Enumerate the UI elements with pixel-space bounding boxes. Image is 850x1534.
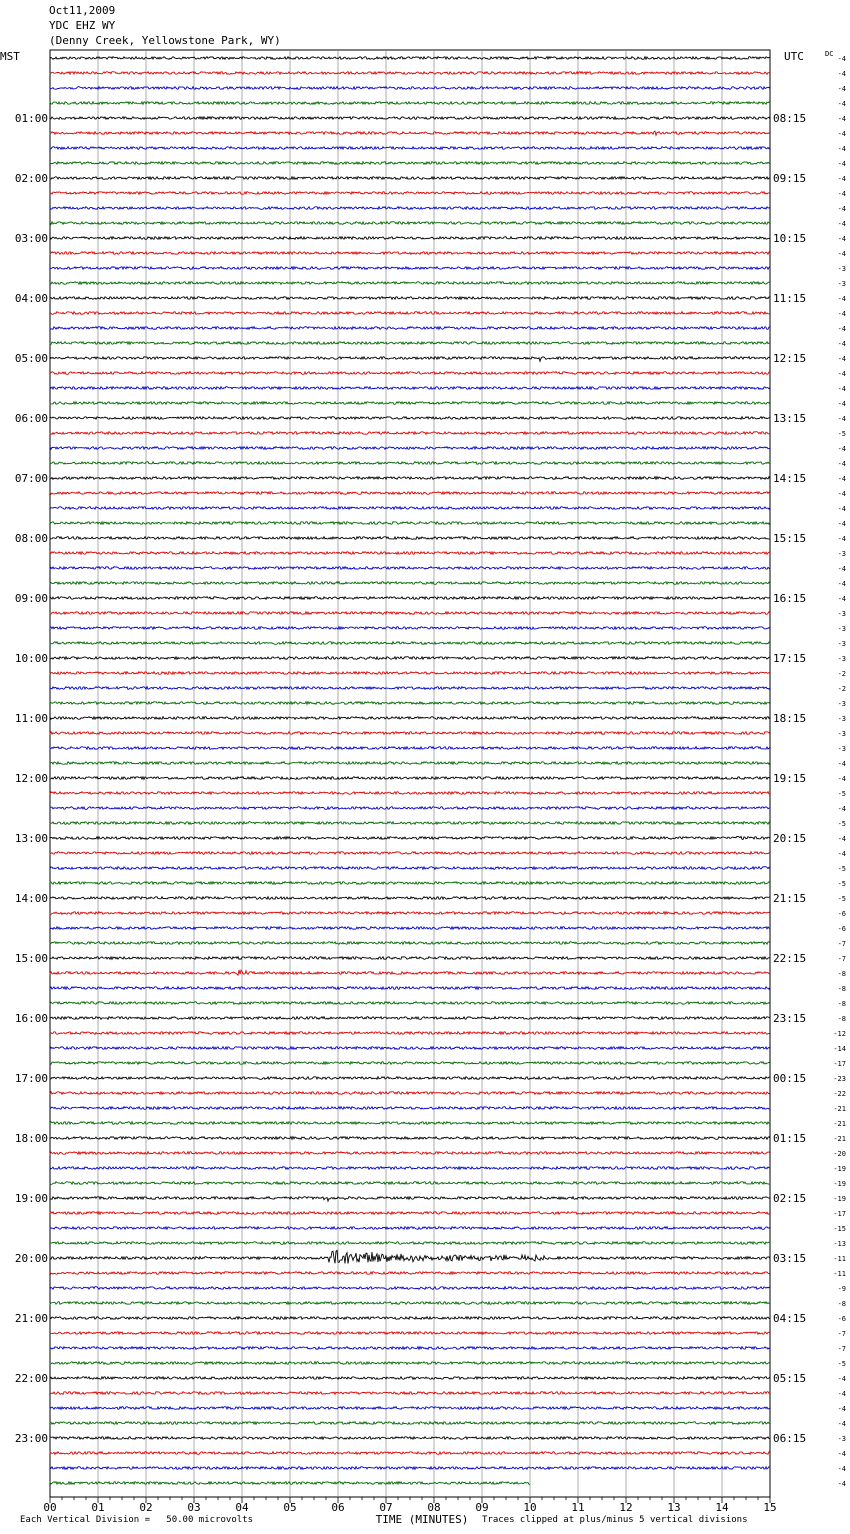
dc-offset-label: -3 <box>837 745 846 753</box>
trace-row <box>50 492 770 495</box>
dc-offset-label: -5 <box>837 790 846 798</box>
trace-row <box>50 1167 770 1170</box>
mst-hour-label: 03:00 <box>14 232 48 245</box>
trace-row <box>50 282 770 285</box>
dc-offset-label: -4 <box>837 85 846 93</box>
trace-row <box>50 1002 770 1005</box>
dc-offset-label: -4 <box>837 325 846 333</box>
dc-offset-label: -11 <box>833 1270 846 1278</box>
trace-row <box>50 792 770 795</box>
dc-offset-label: -3 <box>837 655 846 663</box>
utc-hour-label: 05:15 <box>773 1372 807 1385</box>
trace-row <box>50 117 770 120</box>
mst-hour-label: 01:00 <box>14 112 48 125</box>
dc-offset-label: -4 <box>837 70 846 78</box>
dc-offset-label: -19 <box>833 1195 846 1203</box>
dc-offset-label: -8 <box>837 985 846 993</box>
trace-row <box>50 87 770 90</box>
mst-hour-label: 06:00 <box>14 412 48 425</box>
trace-row <box>50 897 770 900</box>
dc-offset-label: -4 <box>837 100 846 108</box>
x-tick-label: 08 <box>427 1501 441 1514</box>
trace-row <box>50 1422 770 1425</box>
dc-offset-label: -4 <box>837 1450 846 1458</box>
mst-hour-label: 14:00 <box>14 892 48 905</box>
utc-hour-label: 17:15 <box>773 652 807 665</box>
mst-hour-label: 08:00 <box>14 532 48 545</box>
mst-hour-label: 09:00 <box>14 592 48 605</box>
trace-row <box>50 1317 770 1320</box>
utc-hour-label: 14:15 <box>773 472 807 485</box>
dc-offset-label: -4 <box>837 565 846 573</box>
utc-hour-label: 00:15 <box>773 1072 807 1085</box>
dc-offset-label: -17 <box>833 1060 846 1068</box>
trace-row <box>50 612 770 615</box>
utc-hour-label: 19:15 <box>773 772 807 785</box>
trace-row <box>50 1377 770 1380</box>
dc-offset-label: -4 <box>837 115 846 123</box>
mst-hour-label: 11:00 <box>14 712 48 725</box>
mst-hour-label: 20:00 <box>14 1252 48 1265</box>
dc-offset-label: -7 <box>837 1345 846 1353</box>
trace-row <box>50 537 770 540</box>
dc-offset-label: -4 <box>837 355 846 363</box>
utc-hour-label: 02:15 <box>773 1192 807 1205</box>
x-tick-label: 09 <box>475 1501 489 1514</box>
utc-hour-label: 21:15 <box>773 892 807 905</box>
dc-offset-label: -3 <box>837 715 846 723</box>
dc-offset-label: -4 <box>837 520 846 528</box>
trace-row <box>50 1392 770 1395</box>
trace-row <box>50 1062 770 1065</box>
utc-hour-label: 18:15 <box>773 712 807 725</box>
mst-hour-label: 17:00 <box>14 1072 48 1085</box>
utc-hour-label: 15:15 <box>773 532 807 545</box>
dc-offset-label: -4 <box>837 1390 846 1398</box>
dc-offset-label: -3 <box>837 610 846 618</box>
trace-row <box>50 252 770 255</box>
dc-offset-label: -4 <box>837 850 846 858</box>
trace-row <box>50 1407 770 1410</box>
mst-hour-label: 10:00 <box>14 652 48 665</box>
dc-offset-label: -4 <box>837 535 846 543</box>
trace-row <box>50 1077 770 1080</box>
utc-hour-label: 06:15 <box>773 1432 807 1445</box>
dc-offset-label: -6 <box>837 1315 846 1323</box>
trace-row <box>50 507 770 510</box>
trace-row <box>50 1437 770 1440</box>
dc-offset-label: -3 <box>837 550 846 558</box>
dc-offset-label: -7 <box>837 940 846 948</box>
dc-offset-label: -4 <box>837 835 846 843</box>
trace-row <box>50 672 770 675</box>
trace-row <box>50 927 770 930</box>
dc-offset-label: -4 <box>837 1375 846 1383</box>
mst-hour-label: 16:00 <box>14 1012 48 1025</box>
trace-row <box>50 1242 770 1245</box>
trace-row <box>50 836 770 839</box>
trace-row <box>50 1017 770 1020</box>
trace-row <box>50 1152 770 1155</box>
dc-offset-label: -6 <box>837 910 846 918</box>
trace-row <box>50 237 770 240</box>
dc-offset-label: -5 <box>837 1360 846 1368</box>
dc-offset-label: -4 <box>837 370 846 378</box>
utc-hour-label: 09:15 <box>773 172 807 185</box>
trace-row <box>50 777 770 780</box>
trace-row <box>50 567 770 570</box>
x-tick-label: 12 <box>619 1501 633 1514</box>
utc-axis-label: UTC <box>784 50 804 63</box>
trace-row <box>50 102 770 105</box>
trace-row <box>50 342 770 345</box>
dc-offset-label: -4 <box>837 475 846 483</box>
trace-row <box>50 357 770 362</box>
trace-row <box>50 147 770 150</box>
dc-offset-label: -8 <box>837 1300 846 1308</box>
trace-row <box>50 522 770 525</box>
dc-offset-label: -4 <box>837 340 846 348</box>
trace-row <box>50 762 770 765</box>
trace-row <box>50 432 770 435</box>
trace-row <box>50 987 770 990</box>
mst-hour-label: 22:00 <box>14 1372 48 1385</box>
dc-offset-label: -3 <box>837 700 846 708</box>
dc-offset-label: -3 <box>837 625 846 633</box>
trace-row <box>50 642 770 645</box>
dc-offset-label: -3 <box>837 640 846 648</box>
x-tick-label: 02 <box>139 1501 153 1514</box>
x-tick-label: 01 <box>91 1501 105 1514</box>
dc-offset-label: -5 <box>837 430 846 438</box>
dc-offset-label: -2 <box>837 685 846 693</box>
clip-note: Traces clipped at plus/minus 5 vertical divisions <box>482 1515 748 1525</box>
dc-offset-label: -19 <box>833 1180 846 1188</box>
dc-offset-label: -4 <box>837 400 846 408</box>
trace-row <box>50 657 770 660</box>
dc-offset-label: -6 <box>837 925 846 933</box>
dc-offset-label: -5 <box>837 820 846 828</box>
trace-row <box>50 312 770 315</box>
utc-hour-label: 20:15 <box>773 832 807 845</box>
dc-offset-label: -4 <box>837 235 846 243</box>
dc-offset-label: -4 <box>837 205 846 213</box>
x-tick-label: 15 <box>763 1501 777 1514</box>
dc-offset-label: -11 <box>833 1255 846 1263</box>
mst-hour-label: 15:00 <box>14 952 48 965</box>
utc-hour-label: 13:15 <box>773 412 807 425</box>
chart-title-date: Oct11,2009 <box>49 4 116 17</box>
utc-hour-label: 23:15 <box>773 1012 807 1025</box>
trace-row <box>50 852 770 855</box>
x-tick-label: 14 <box>715 1501 729 1514</box>
utc-hour-label: 01:15 <box>773 1132 807 1145</box>
trace-row <box>50 597 770 600</box>
dc-offset-label: -8 <box>837 1000 846 1008</box>
trace-row <box>50 1362 770 1365</box>
dc-offset-label: -4 <box>837 490 846 498</box>
trace-row <box>50 1272 770 1275</box>
mst-hour-label: 12:00 <box>14 772 48 785</box>
dc-offset-label: -7 <box>837 955 846 963</box>
trace-row <box>50 131 770 135</box>
trace-row <box>50 1302 770 1305</box>
dc-offset-label: -4 <box>837 805 846 813</box>
trace-row <box>50 867 770 870</box>
dc-offset-label: -4 <box>837 760 846 768</box>
dc-offset-label: -4 <box>837 1405 846 1413</box>
trace-row <box>50 72 770 75</box>
trace-row <box>50 717 770 720</box>
utc-hour-label: 03:15 <box>773 1252 807 1265</box>
trace-row <box>50 1137 770 1140</box>
trace-row <box>50 747 770 750</box>
dc-offset-label: -4 <box>837 1465 846 1473</box>
dc-offset-label: -4 <box>837 1480 846 1488</box>
trace-row <box>50 1227 770 1230</box>
dc-offset-label: -4 <box>837 190 846 198</box>
trace-row <box>50 957 770 960</box>
dc-offset-label: -19 <box>833 1165 846 1173</box>
trace-row <box>50 1467 770 1470</box>
trace-row <box>50 1092 770 1095</box>
dc-offset-label: -3 <box>837 280 846 288</box>
trace-row <box>50 1047 770 1050</box>
dc-offset-label: -4 <box>837 505 846 513</box>
dc-offset-label: -3 <box>837 730 846 738</box>
dc-offset-label: -23 <box>833 1075 846 1083</box>
trace-row <box>50 1250 770 1263</box>
dc-offset-label: -13 <box>833 1240 846 1248</box>
dc-offset-label: -4 <box>837 175 846 183</box>
dc-offset-label: -12 <box>833 1030 846 1038</box>
trace-row <box>50 387 770 390</box>
mst-hour-label: 23:00 <box>14 1432 48 1445</box>
x-axis-label: TIME (MINUTES) <box>375 1513 469 1526</box>
dc-offset-label: -4 <box>837 595 846 603</box>
x-tick-label: 11 <box>571 1501 585 1514</box>
trace-row <box>50 1107 770 1110</box>
dc-offset-label: -3 <box>837 1435 846 1443</box>
dc-offset-label: -21 <box>833 1120 846 1128</box>
trace-row <box>50 372 770 375</box>
dc-offset-label: -4 <box>837 1420 846 1428</box>
trace-row <box>50 882 770 885</box>
trace-row <box>50 462 770 465</box>
trace-row <box>50 942 770 945</box>
dc-offset-label: -21 <box>833 1135 846 1143</box>
x-tick-label: 00 <box>43 1501 57 1514</box>
utc-hour-label: 12:15 <box>773 352 807 365</box>
mst-hour-label: 19:00 <box>14 1192 48 1205</box>
trace-row <box>50 477 770 480</box>
dc-offset-label: -7 <box>837 1330 846 1338</box>
trace-row <box>50 1197 770 1202</box>
trace-row <box>50 1287 770 1290</box>
dc-offset-label: -5 <box>837 865 846 873</box>
trace-row <box>50 57 770 60</box>
dc-offset-label: -17 <box>833 1210 846 1218</box>
dc-offset-label: -14 <box>833 1045 846 1053</box>
x-tick-label: 04 <box>235 1501 249 1514</box>
trace-row <box>50 267 770 270</box>
utc-hour-label: 08:15 <box>773 112 807 125</box>
trace-row <box>50 912 770 915</box>
dc-offset-label: -4 <box>837 385 846 393</box>
trace-row <box>50 1182 770 1185</box>
dc-offset-label: -9 <box>837 1285 846 1293</box>
x-tick-label: 07 <box>379 1501 393 1514</box>
trace-row <box>50 970 770 975</box>
trace-row <box>50 582 770 585</box>
dc-label: DC <box>825 50 834 58</box>
dc-offset-label: -21 <box>833 1105 846 1113</box>
trace-row <box>50 1122 770 1125</box>
trace-row <box>50 627 770 630</box>
dc-offset-label: -4 <box>837 775 846 783</box>
x-tick-label: 05 <box>283 1501 297 1514</box>
dc-offset-label: -8 <box>837 1015 846 1023</box>
mst-axis-label: MST <box>0 50 20 63</box>
x-tick-label: 13 <box>667 1501 681 1514</box>
mst-hour-label: 02:00 <box>14 172 48 185</box>
trace-row <box>50 1452 770 1455</box>
x-tick-label: 10 <box>523 1501 537 1514</box>
utc-hour-label: 04:15 <box>773 1312 807 1325</box>
trace-row <box>50 327 770 330</box>
plot-frame <box>50 50 770 1497</box>
dc-offset-label: -5 <box>837 880 846 888</box>
dc-offset-label: -4 <box>837 415 846 423</box>
trace-row <box>50 222 770 225</box>
mst-hour-label: 21:00 <box>14 1312 48 1325</box>
mst-hour-label: 04:00 <box>14 292 48 305</box>
dc-offset-label: -4 <box>837 295 846 303</box>
chart-title-station: YDC EHZ WY <box>49 19 116 32</box>
dc-offset-label: -15 <box>833 1225 846 1233</box>
trace-row <box>50 1032 770 1035</box>
dc-offset-label: -4 <box>837 310 846 318</box>
x-tick-label: 06 <box>331 1501 345 1514</box>
trace-row <box>50 207 770 210</box>
dc-offset-label: -22 <box>833 1090 846 1098</box>
trace-row <box>50 822 770 825</box>
utc-hour-label: 10:15 <box>773 232 807 245</box>
mst-hour-label: 13:00 <box>14 832 48 845</box>
dc-offset-label: -3 <box>837 265 846 273</box>
trace-row <box>50 297 770 300</box>
dc-offset-label: -4 <box>837 445 846 453</box>
dc-offset-label: -4 <box>837 580 846 588</box>
dc-offset-label: -20 <box>833 1150 846 1158</box>
dc-offset-label: -4 <box>837 55 846 63</box>
dc-offset-label: -4 <box>837 130 846 138</box>
trace-row <box>50 552 770 555</box>
mst-hour-label: 18:00 <box>14 1132 48 1145</box>
utc-hour-label: 22:15 <box>773 952 807 965</box>
dc-offset-label: -4 <box>837 160 846 168</box>
trace-row <box>50 417 770 420</box>
mst-hour-label: 07:00 <box>14 472 48 485</box>
trace-row <box>50 1212 770 1215</box>
dc-offset-label: -4 <box>837 220 846 228</box>
trace-row <box>50 162 770 165</box>
trace-row <box>50 702 770 705</box>
dc-offset-label: -2 <box>837 670 846 678</box>
chart-title-location: (Denny Creek, Yellowstone Park, WY) <box>49 34 281 47</box>
trace-row <box>50 192 770 195</box>
scale-note: Each Vertical Division = 50.00 microvolts <box>20 1515 253 1525</box>
utc-hour-label: 16:15 <box>773 592 807 605</box>
trace-row <box>50 732 770 735</box>
dc-offset-label: -8 <box>837 970 846 978</box>
trace-row <box>50 687 770 690</box>
trace-row <box>50 402 770 405</box>
trace-row <box>50 1332 770 1335</box>
trace-row <box>50 1347 770 1350</box>
mst-hour-label: 05:00 <box>14 352 48 365</box>
dc-offset-label: -4 <box>837 250 846 258</box>
x-tick-label: 03 <box>187 1501 201 1514</box>
dc-offset-label: -4 <box>837 145 846 153</box>
utc-hour-label: 11:15 <box>773 292 807 305</box>
trace-row <box>50 177 770 180</box>
trace-row <box>50 807 770 810</box>
trace-row <box>50 447 770 450</box>
dc-offset-label: -4 <box>837 460 846 468</box>
dc-offset-label: -5 <box>837 895 846 903</box>
